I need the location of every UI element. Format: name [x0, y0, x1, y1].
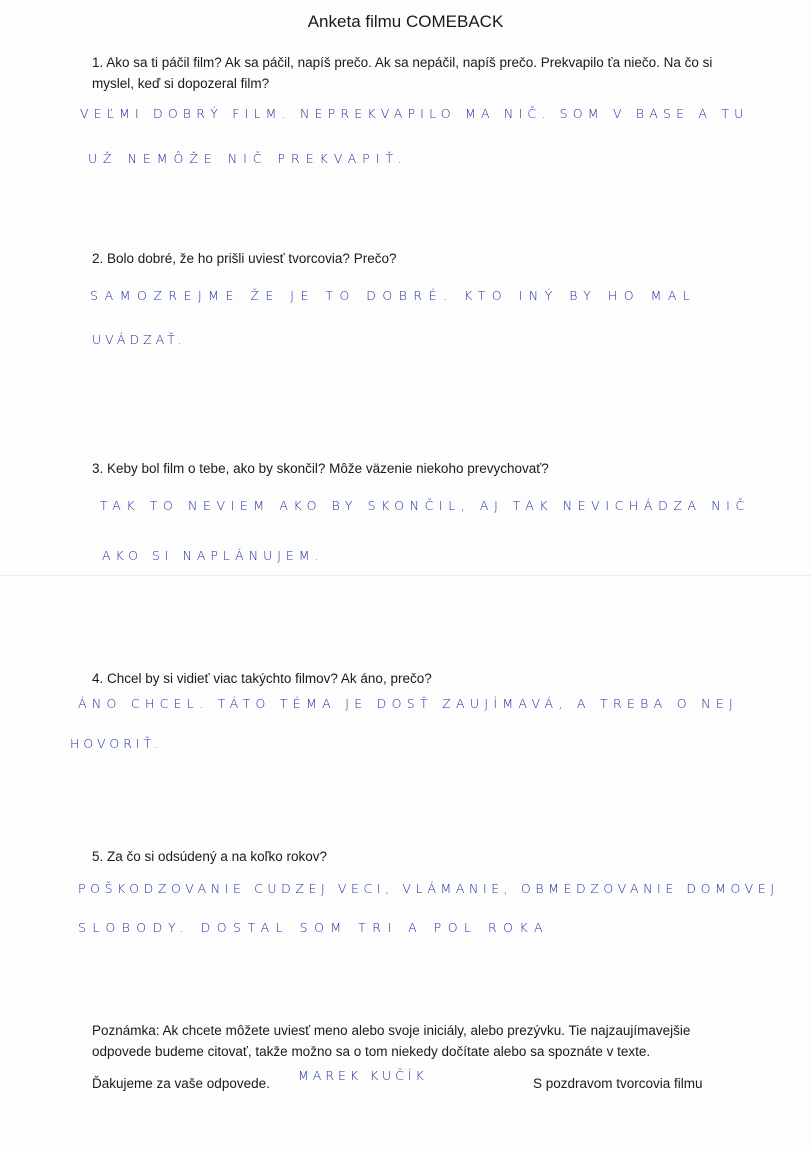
answer-2-line-2: UVÁDZAŤ. [92, 332, 186, 347]
question-4: 4. Chcel by si vidieť viac takýchto filmov? Ak áno, prečo? [92, 671, 432, 686]
paper-fold [0, 575, 811, 576]
answer-1-line-1: VEĽMI DOBRÝ FILM. NEPREKVAPILO MA NIČ. SOM V BASE A TU [80, 106, 749, 121]
question-1: 1. Ako sa ti páčil film? Ak sa páčil, napíš prečo. Ak sa nepáčil, napíš prečo. Prekvapilo ťa niečo. Na čo si myslel, keď si dopozeral film? [92, 55, 713, 91]
thanks-text: Ďakujeme za vaše odpovede. [92, 1076, 270, 1091]
closing-text: S pozdravom tvorcovia filmu [533, 1076, 703, 1091]
answer-4-line-1: ÁNO CHCEL. TÁTO TÉMA JE DOSŤ ZAUJÍMAVÁ, A TREBA O NEJ [78, 696, 739, 711]
answer-1-line-2: UŽ NEMÔŽE NIČ PREKVAPIŤ. [88, 151, 408, 166]
page-title: Anketa filmu COMEBACK [307, 12, 504, 31]
question-5: 5. Za čo si odsúdený a na koľko rokov? [92, 849, 328, 864]
question-3: 3. Keby bol film o tebe, ako by skončil? Môže väzenie niekoho prevychovať? [92, 461, 549, 476]
answer-3-line-1: TAK TO NEVIEM AKO BY SKONČIL, AJ TAK NEVICHÁDZA NIČ [100, 498, 750, 513]
handwritten-signature: MAREK KUČÍK [298, 1068, 428, 1083]
answer-5-line-1: POŠKODZOVANIE CUDZEJ VECI, VLÁMANIE, OBMEDZOVANIE DOMOVEJ [78, 881, 779, 896]
answer-3-line-2: AKO SI NAPLÁNUJEM. [102, 548, 324, 563]
answer-4-line-2: HOVORIŤ. [70, 736, 162, 751]
note-text: Poznámka: Ak chcete môžete uviesť meno alebo svoje iniciály, alebo prezývku. Tie najzaujímavejšie odpovede budeme citovať, takže možno sa o tom niekedy dočítate alebo sa spoznáte v texte. [92, 1023, 691, 1059]
question-2: 2. Bolo dobré, že ho prišli uviesť tvorcovia? Prečo? [92, 251, 397, 266]
answer-2-line-1: SAMOZREJME ŽE JE TO DOBRÉ. KTO INÝ BY HO MAL [90, 288, 697, 303]
answer-5-line-2: SLOBODY. DOSTAL SOM TRI A POL ROKA [78, 920, 550, 935]
